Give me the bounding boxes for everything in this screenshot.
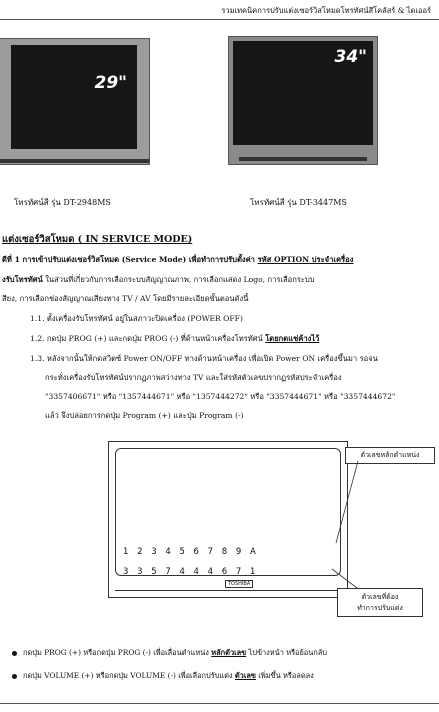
- footer-rule: [0, 703, 439, 704]
- tv-caption-right: โทรทัศน์สี รุ่น DT-3447MS: [250, 198, 347, 207]
- callout-adjust-digits: [337, 588, 423, 617]
- tv-caption-left: โทรทัศน์สี รุ่น DT-2948MS: [14, 198, 111, 207]
- diagram-position-digits: 1 2 3 4 5 6 7 8 9 A: [123, 547, 256, 557]
- bullet-dot: [12, 674, 17, 679]
- bullet-volume: [12, 670, 314, 682]
- step-1-3-line-4: แล้ว จึงปล่อยการกดปุ่ม Program (+) และปุ่ม Program (-): [45, 411, 244, 420]
- callout-adjust-line-2: ทำการปรับแต่ง: [357, 603, 403, 612]
- step-1-1: 1.1. ตั้งเครื่องรับโทรทัศน์ อยู่ในสภาวะปิดเครื่อง (POWER OFF): [30, 314, 243, 323]
- bullet-prog: [12, 647, 327, 659]
- bullet-prog-text: กดปุ่ม PROG (+) หรือกดปุ่ม PROG (-) เพื่อเลื่อนตำแหน่ง: [23, 648, 212, 657]
- step-1-3-line-2: กระทั่งเครื่องรับโทรทัศน์ปรากฏภาพสว่างทาง TV และใส่รหัสตัวเลขปรากฏรหัสประจำเครื่อง: [45, 373, 342, 382]
- method-lead-underlined: รหัส OPTION ประจำเครื่อง: [257, 255, 354, 264]
- bullet-volume-text: กดปุ่ม VOLUME (+) หรือกดปุ่ม VOLUME (-) เพื่อเลือกปรับแต่ง: [23, 671, 235, 680]
- bullet-prog-underlined: หลักตัวเลข: [211, 648, 247, 657]
- callout-position-digits: ตัวเลขหลักตำแหน่ง: [345, 447, 435, 464]
- step-1-3-line-1: 1.3. หลังจากนั้นให้กดสวิตซ์ Power ON/OFF ทางด้านหน้าเครื่อง เพื่อเปิด Power ON เครื่องขึ้นมา รอจน: [30, 354, 378, 363]
- section-title: แต่งเซอร์วิสโหมด ( IN SERVICE MODE): [2, 234, 193, 245]
- bullet-prog-end: ไปข้างหน้า หรือย้อนกลับ: [246, 648, 327, 657]
- diagram-value-digits: 3 3 5 7 4 4 4 6 7 1: [123, 567, 256, 577]
- method-line-2-rest: ในส่วนที่เกี่ยวกับการเลือกระบบสัญญาณภาพ, การเลือกแสดง Logo, การเลือกระบบ: [42, 275, 315, 284]
- callout-adjust-line-1: ตัวเลขที่ต้อง: [361, 593, 399, 601]
- bullet-volume-underlined: ตัวเลข: [234, 671, 256, 680]
- step-1-3-line-3: "3357406671" หรือ "1357444671" หรือ "1357444272" หรือ "3357444671" หรือ "3357444672": [45, 392, 396, 401]
- running-header: รวมเทคนิคการปรับแต่งเซอร์วิสโหมดโทรทัศน์สีโคลัสร์ & ไดเออร์: [221, 6, 431, 15]
- diagram-logo: TOSHIBA: [225, 580, 253, 588]
- method-line-2-bold: งรับโทรทัศน์: [2, 275, 43, 284]
- step-1-2-underlined: โดยกดแช่ค้างไว้: [265, 334, 320, 343]
- bullet-dot: [12, 651, 17, 656]
- step-1-2-text: 1.2. กดปุ่ม PROG (+) และกดปุ่ม PROG (-) ที่ด้านหน้าเครื่องโทรทัศน์: [30, 334, 266, 343]
- method-line-3: สียง, การเลือกช่องสัญญาณเสียงทาง TV / AV โดยมีรายละเอียดขั้นตอนดังนี้: [2, 294, 249, 303]
- tv-size-label: 34": [334, 47, 367, 67]
- bullet-volume-end: เพิ่มขึ้น หรือลดลง: [255, 671, 314, 680]
- tv-size-label: 29": [94, 73, 127, 93]
- method-lead: ดีที่ 1 การเข้าปรับแต่งเซอร์วิสโหมด (Service Mode) เพื่อทำการปรับตั้งค่า: [2, 255, 255, 264]
